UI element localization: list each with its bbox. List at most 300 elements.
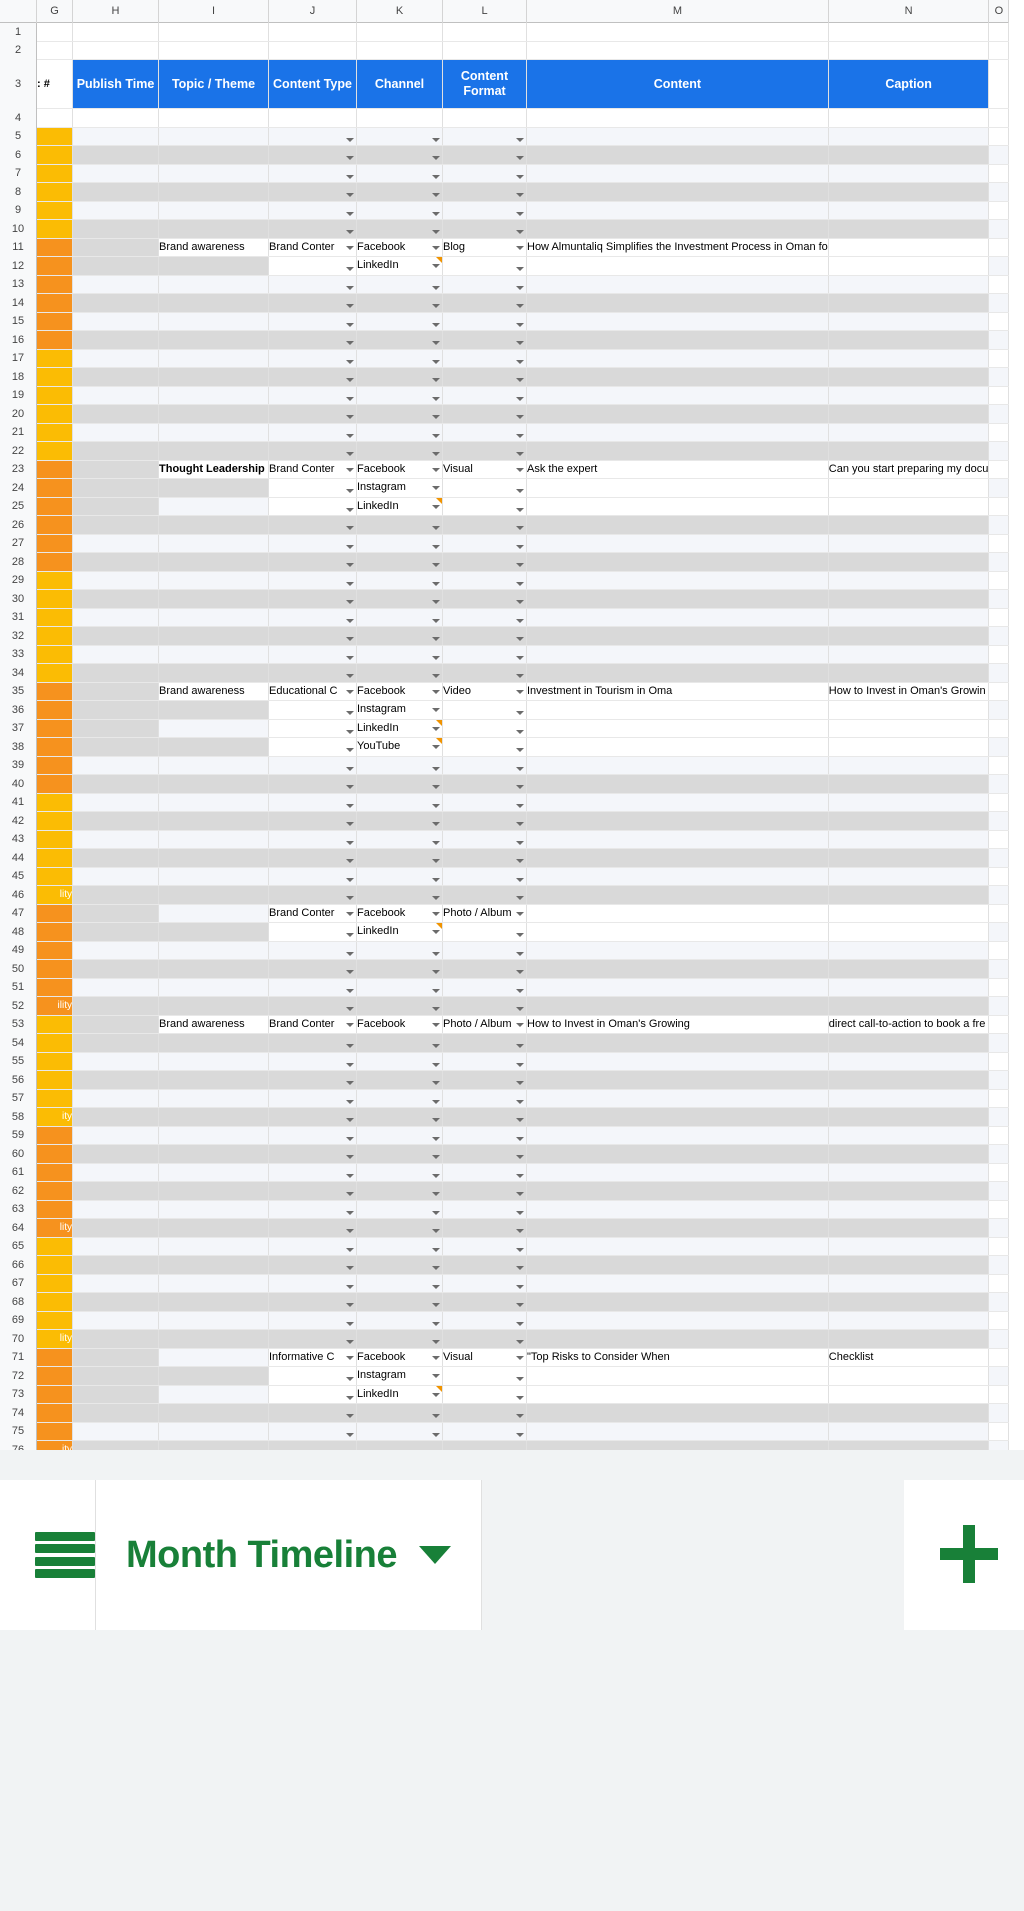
row-header-22[interactable]: 22 <box>0 442 37 461</box>
cell-content-type-44[interactable] <box>269 849 357 868</box>
cell-content-44[interactable] <box>527 849 829 868</box>
cell-caption-47[interactable] <box>828 904 989 923</box>
cell-topic-theme-5[interactable] <box>159 127 269 146</box>
cell-caption-74[interactable] <box>828 1404 989 1423</box>
cell-channel-62[interactable] <box>357 1182 443 1201</box>
cell-content-type-22[interactable] <box>269 442 357 461</box>
cell-publish-time-48[interactable] <box>73 923 159 942</box>
chevron-down-icon[interactable] <box>516 1266 524 1270</box>
cell-caption-61[interactable] <box>828 1163 989 1182</box>
chevron-down-icon[interactable] <box>346 1340 354 1344</box>
cell-caption-20[interactable] <box>828 405 989 424</box>
chevron-down-icon[interactable] <box>432 1063 440 1067</box>
row-header-32[interactable]: 32 <box>0 627 37 646</box>
cell-topic-theme-52[interactable] <box>159 997 269 1016</box>
cell-content-type-16[interactable] <box>269 331 357 350</box>
cell-channel-10[interactable] <box>357 220 443 239</box>
table-row[interactable] <box>0 1182 1009 1201</box>
table-row[interactable] <box>0 1330 1009 1349</box>
cell-caption-57[interactable] <box>828 1089 989 1108</box>
cell-publish-time-17[interactable] <box>73 349 159 368</box>
row-header-30[interactable]: 30 <box>0 590 37 609</box>
chevron-down-icon[interactable] <box>346 286 354 290</box>
cell-content-type-42[interactable] <box>269 812 357 831</box>
cell-topic-theme-43[interactable] <box>159 830 269 849</box>
cell-publish-time-31[interactable] <box>73 608 159 627</box>
cell-publish-time-22[interactable] <box>73 442 159 461</box>
chevron-down-icon[interactable] <box>516 175 524 179</box>
cell-caption-21[interactable] <box>828 423 989 442</box>
table-row[interactable] <box>0 386 1009 405</box>
cell-caption-41[interactable] <box>828 793 989 812</box>
cell-content-format-70[interactable] <box>443 1330 527 1349</box>
cell-content-type-14[interactable] <box>269 294 357 313</box>
chevron-down-icon[interactable] <box>346 1081 354 1085</box>
cell-content-type-9[interactable] <box>269 201 357 220</box>
chevron-down-icon[interactable] <box>432 1374 440 1378</box>
cell-content-format-55[interactable] <box>443 1052 527 1071</box>
chevron-down-icon[interactable] <box>432 785 440 789</box>
cell-content-type-31[interactable] <box>269 608 357 627</box>
cell-content-type-58[interactable] <box>269 1108 357 1127</box>
cell-O-41[interactable] <box>989 793 1009 812</box>
chevron-down-icon[interactable] <box>346 767 354 771</box>
chevron-down-icon[interactable] <box>432 989 440 993</box>
chevron-down-icon[interactable] <box>346 434 354 438</box>
cell-O-54[interactable] <box>989 1034 1009 1053</box>
cell-publish-time-32[interactable] <box>73 627 159 646</box>
cell-content-33[interactable] <box>527 645 829 664</box>
chevron-down-icon[interactable] <box>516 952 524 956</box>
cell-publish-time-47[interactable] <box>73 904 159 923</box>
chevron-down-icon[interactable] <box>516 1118 524 1122</box>
table-row[interactable] <box>0 201 1009 220</box>
table-row[interactable] <box>0 1293 1009 1312</box>
cell-content-37[interactable] <box>527 719 829 738</box>
cell-topic-theme-12[interactable] <box>159 257 269 276</box>
chevron-down-icon[interactable] <box>432 1248 440 1252</box>
cell-content-type-33[interactable] <box>269 645 357 664</box>
cell-channel-41[interactable] <box>357 793 443 812</box>
chevron-down-icon[interactable] <box>516 1433 524 1437</box>
cell-O-45[interactable] <box>989 867 1009 886</box>
cell-content-39[interactable] <box>527 756 829 775</box>
cell-content-format-33[interactable] <box>443 645 527 664</box>
cell-topic-theme-63[interactable] <box>159 1200 269 1219</box>
chevron-down-icon[interactable] <box>346 1100 354 1104</box>
chevron-down-icon[interactable] <box>346 785 354 789</box>
cell-empty[interactable] <box>159 109 269 128</box>
cell-topic-theme-67[interactable] <box>159 1274 269 1293</box>
cell-publish-time-8[interactable] <box>73 183 159 202</box>
cell-O-24[interactable] <box>989 479 1009 498</box>
cell-caption-31[interactable] <box>828 608 989 627</box>
cell-publish-time-33[interactable] <box>73 645 159 664</box>
cell-caption-48[interactable] <box>828 923 989 942</box>
cell-empty[interactable] <box>357 109 443 128</box>
chevron-down-icon[interactable] <box>516 1063 524 1067</box>
chevron-down-icon[interactable] <box>432 674 440 678</box>
cell-O-49[interactable] <box>989 941 1009 960</box>
row-header-37[interactable]: 37 <box>0 719 37 738</box>
cell-content-23[interactable]: Ask the expert <box>527 460 829 479</box>
cell-publish-time-41[interactable] <box>73 793 159 812</box>
cell-publish-time-12[interactable] <box>73 257 159 276</box>
chevron-down-icon[interactable] <box>346 563 354 567</box>
chevron-down-icon[interactable] <box>432 468 440 472</box>
chevron-down-icon[interactable] <box>516 526 524 530</box>
cell-topic-theme-28[interactable] <box>159 553 269 572</box>
cell-publish-time-11[interactable] <box>73 238 159 257</box>
cell-channel-32[interactable] <box>357 627 443 646</box>
cell-content-format-25[interactable] <box>443 497 527 516</box>
cell-content-53[interactable]: How to Invest in Oman's Growing <box>527 1015 829 1034</box>
table-row[interactable] <box>0 1256 1009 1275</box>
cell-publish-time-66[interactable] <box>73 1256 159 1275</box>
cell-channel-46[interactable] <box>357 886 443 905</box>
cell-content-19[interactable] <box>527 386 829 405</box>
cell-content-38[interactable] <box>527 738 829 757</box>
cell-topic-theme-26[interactable] <box>159 516 269 535</box>
cell-O-17[interactable] <box>989 349 1009 368</box>
chevron-down-icon[interactable] <box>432 859 440 863</box>
cell-empty[interactable] <box>159 41 269 60</box>
row-header-58[interactable]: 58 <box>0 1108 37 1127</box>
chevron-down-icon[interactable] <box>432 690 440 694</box>
cell-channel-25[interactable]: LinkedIn <box>357 497 443 516</box>
chevron-down-icon[interactable] <box>432 767 440 771</box>
table-row[interactable] <box>0 164 1009 183</box>
chevron-down-icon[interactable] <box>516 1303 524 1307</box>
cell-O-64[interactable] <box>989 1219 1009 1238</box>
row-header-54[interactable]: 54 <box>0 1034 37 1053</box>
table-row[interactable] <box>0 590 1009 609</box>
chevron-down-icon[interactable] <box>432 1340 440 1344</box>
table-row[interactable] <box>0 349 1009 368</box>
chevron-down-icon[interactable] <box>432 1303 440 1307</box>
cell-content-25[interactable] <box>527 497 829 516</box>
cell-topic-theme-46[interactable] <box>159 886 269 905</box>
row-header-52[interactable]: 52 <box>0 997 37 1016</box>
table-row[interactable] <box>0 756 1009 775</box>
cell-topic-theme-58[interactable] <box>159 1108 269 1127</box>
cell-publish-time-42[interactable] <box>73 812 159 831</box>
chevron-down-icon[interactable] <box>516 360 524 364</box>
chevron-down-icon[interactable] <box>432 745 440 749</box>
cell-publish-time-74[interactable] <box>73 1404 159 1423</box>
chevron-down-icon[interactable] <box>432 304 440 308</box>
cell-content-format-38[interactable] <box>443 738 527 757</box>
cell-content-format-44[interactable] <box>443 849 527 868</box>
row-header-29[interactable]: 29 <box>0 571 37 590</box>
cell-content-type-48[interactable] <box>269 923 357 942</box>
chevron-down-icon[interactable] <box>516 785 524 789</box>
column-header-N[interactable]: N <box>828 0 989 23</box>
chevron-down-icon[interactable] <box>346 822 354 826</box>
row-header-28[interactable]: 28 <box>0 553 37 572</box>
cell-caption-50[interactable] <box>828 960 989 979</box>
table-row[interactable] <box>0 1015 1009 1034</box>
cell-empty[interactable] <box>443 41 527 60</box>
table-row[interactable] <box>0 664 1009 683</box>
cell-topic-theme-13[interactable] <box>159 275 269 294</box>
cell-publish-time-67[interactable] <box>73 1274 159 1293</box>
cell-empty[interactable] <box>357 41 443 60</box>
cell-content-format-16[interactable] <box>443 331 527 350</box>
cell-topic-theme-14[interactable] <box>159 294 269 313</box>
chevron-down-icon[interactable] <box>346 1303 354 1307</box>
cell-content-60[interactable] <box>527 1145 829 1164</box>
cell-content-format-56[interactable] <box>443 1071 527 1090</box>
table-row[interactable] <box>0 516 1009 535</box>
cell-publish-time-75[interactable] <box>73 1422 159 1441</box>
chevron-down-icon[interactable] <box>516 912 524 916</box>
table-row[interactable] <box>0 608 1009 627</box>
cell-channel-61[interactable] <box>357 1163 443 1182</box>
cell-channel-21[interactable] <box>357 423 443 442</box>
table-row[interactable] <box>0 1052 1009 1071</box>
cell-publish-time-43[interactable] <box>73 830 159 849</box>
chevron-down-icon[interactable] <box>516 748 524 752</box>
cell-content-51[interactable] <box>527 978 829 997</box>
chevron-down-icon[interactable] <box>516 804 524 808</box>
cell-channel-33[interactable] <box>357 645 443 664</box>
cell-caption-39[interactable] <box>828 756 989 775</box>
cell-content-21[interactable] <box>527 423 829 442</box>
cell-empty[interactable] <box>357 23 443 42</box>
table-row[interactable] <box>0 275 1009 294</box>
chevron-down-icon[interactable] <box>432 193 440 197</box>
cell-O-44[interactable] <box>989 849 1009 868</box>
chevron-down-icon[interactable] <box>346 952 354 956</box>
cell-O-37[interactable] <box>989 719 1009 738</box>
cell-content-format-18[interactable] <box>443 368 527 387</box>
cell-publish-time-13[interactable] <box>73 275 159 294</box>
cell-caption-22[interactable] <box>828 442 989 461</box>
chevron-down-icon[interactable] <box>432 415 440 419</box>
cell-content-format-27[interactable] <box>443 534 527 553</box>
cell-content-71[interactable]: "Top Risks to Consider When <box>527 1348 829 1367</box>
cell-content-type-70[interactable] <box>269 1330 357 1349</box>
cell-content-format-41[interactable] <box>443 793 527 812</box>
cell-content-36[interactable] <box>527 701 829 720</box>
cell-content-75[interactable] <box>527 1422 829 1441</box>
cell-content-type-37[interactable] <box>269 719 357 738</box>
row-header-3[interactable]: 3 <box>0 60 37 109</box>
cell-content-format-54[interactable] <box>443 1034 527 1053</box>
cell-content-format-50[interactable] <box>443 960 527 979</box>
cell-topic-theme-75[interactable] <box>159 1422 269 1441</box>
chevron-down-icon[interactable] <box>346 841 354 845</box>
chevron-down-icon[interactable] <box>432 505 440 509</box>
cell-content-type-40[interactable] <box>269 775 357 794</box>
cell-content-17[interactable] <box>527 349 829 368</box>
chevron-down-icon[interactable] <box>346 1433 354 1437</box>
row-header-20[interactable]: 20 <box>0 405 37 424</box>
cell-content-type-75[interactable] <box>269 1422 357 1441</box>
cell-channel-12[interactable]: LinkedIn <box>357 257 443 276</box>
cell-publish-time-45[interactable] <box>73 867 159 886</box>
chevron-down-icon[interactable] <box>346 1414 354 1418</box>
table-row[interactable] <box>0 183 1009 202</box>
chevron-down-icon[interactable] <box>346 1063 354 1067</box>
chevron-down-icon[interactable] <box>516 878 524 882</box>
chevron-down-icon[interactable] <box>432 175 440 179</box>
table-row[interactable] <box>0 238 1009 257</box>
table-row[interactable] <box>0 1348 1009 1367</box>
cell-content-format-19[interactable] <box>443 386 527 405</box>
chevron-down-icon[interactable] <box>516 1023 524 1027</box>
cell-O-21[interactable] <box>989 423 1009 442</box>
cell-publish-time-9[interactable] <box>73 201 159 220</box>
cell-publish-time-63[interactable] <box>73 1200 159 1219</box>
cell-empty[interactable] <box>269 41 357 60</box>
chevron-down-icon[interactable] <box>432 1007 440 1011</box>
row-header-56[interactable]: 56 <box>0 1071 37 1090</box>
cell-content-59[interactable] <box>527 1126 829 1145</box>
cell-content-type-63[interactable] <box>269 1200 357 1219</box>
cell-channel-29[interactable] <box>357 571 443 590</box>
cell-empty[interactable] <box>269 23 357 42</box>
chevron-down-icon[interactable] <box>516 304 524 308</box>
cell-caption-8[interactable] <box>828 183 989 202</box>
cell-O-74[interactable] <box>989 1404 1009 1423</box>
chevron-down-icon[interactable] <box>432 486 440 490</box>
cell-O-12[interactable] <box>989 257 1009 276</box>
cell-topic-theme-20[interactable] <box>159 405 269 424</box>
cell-publish-time-68[interactable] <box>73 1293 159 1312</box>
chevron-down-icon[interactable] <box>346 452 354 456</box>
cell-publish-time-7[interactable] <box>73 164 159 183</box>
cell-publish-time-21[interactable] <box>73 423 159 442</box>
cell-empty[interactable] <box>73 23 159 42</box>
chevron-down-icon[interactable] <box>346 674 354 678</box>
cell-content-22[interactable] <box>527 442 829 461</box>
row-header-46[interactable]: 46 <box>0 886 37 905</box>
chevron-down-icon[interactable] <box>516 1007 524 1011</box>
cell-content-format-72[interactable] <box>443 1367 527 1386</box>
cell-publish-time-18[interactable] <box>73 368 159 387</box>
chevron-down-icon[interactable] <box>346 1356 354 1360</box>
chevron-down-icon[interactable] <box>516 822 524 826</box>
cell-caption-54[interactable] <box>828 1034 989 1053</box>
cell-publish-time-64[interactable] <box>73 1219 159 1238</box>
cell-content-format-66[interactable] <box>443 1256 527 1275</box>
cell-channel-19[interactable] <box>357 386 443 405</box>
cell-topic-theme-45[interactable] <box>159 867 269 886</box>
chevron-down-icon[interactable] <box>432 434 440 438</box>
cell-content-format-20[interactable] <box>443 405 527 424</box>
chevron-down-icon[interactable] <box>516 1248 524 1252</box>
cell-content-type-21[interactable] <box>269 423 357 442</box>
cell-caption-60[interactable] <box>828 1145 989 1164</box>
column-header-I[interactable]: I <box>159 0 269 23</box>
row-header-7[interactable]: 7 <box>0 164 37 183</box>
cell-content-type-60[interactable] <box>269 1145 357 1164</box>
cell-content-type-52[interactable] <box>269 997 357 1016</box>
table-row[interactable] <box>0 331 1009 350</box>
cell-topic-theme-66[interactable] <box>159 1256 269 1275</box>
cell-content-56[interactable] <box>527 1071 829 1090</box>
cell-O-19[interactable] <box>989 386 1009 405</box>
chevron-down-icon[interactable] <box>346 896 354 900</box>
cell-channel-43[interactable] <box>357 830 443 849</box>
cell-content-type-71[interactable]: Informative C <box>269 1348 357 1367</box>
cell-caption-40[interactable] <box>828 775 989 794</box>
cell-O-16[interactable] <box>989 331 1009 350</box>
cell-content-format-74[interactable] <box>443 1404 527 1423</box>
table-row[interactable] <box>0 1200 1009 1219</box>
row-header-23[interactable]: 23 <box>0 460 37 479</box>
cell-O-38[interactable] <box>989 738 1009 757</box>
chevron-down-icon[interactable] <box>516 933 524 937</box>
cell-publish-time-15[interactable] <box>73 312 159 331</box>
cell-content-type-46[interactable] <box>269 886 357 905</box>
cell-caption-5[interactable] <box>828 127 989 146</box>
chevron-down-icon[interactable] <box>516 397 524 401</box>
row-header-5[interactable]: 5 <box>0 127 37 146</box>
cell-channel-22[interactable] <box>357 442 443 461</box>
cell-content-type-32[interactable] <box>269 627 357 646</box>
table-row[interactable] <box>0 460 1009 479</box>
cell-O-67[interactable] <box>989 1274 1009 1293</box>
chevron-down-icon[interactable] <box>432 360 440 364</box>
cell-content-55[interactable] <box>527 1052 829 1071</box>
cell-caption-65[interactable] <box>828 1237 989 1256</box>
row-header-11[interactable]: 11 <box>0 238 37 257</box>
chevron-down-icon[interactable] <box>516 859 524 863</box>
chevron-down-icon[interactable] <box>516 138 524 142</box>
cell-publish-time-71[interactable] <box>73 1348 159 1367</box>
cell-channel-60[interactable] <box>357 1145 443 1164</box>
cell-content-24[interactable] <box>527 479 829 498</box>
chevron-down-icon[interactable] <box>346 1155 354 1159</box>
chevron-down-icon[interactable] <box>346 415 354 419</box>
chevron-down-icon[interactable] <box>516 1285 524 1289</box>
cell-channel-20[interactable] <box>357 405 443 424</box>
cell-publish-time-23[interactable] <box>73 460 159 479</box>
table-row[interactable] <box>0 368 1009 387</box>
cell-O-20[interactable] <box>989 405 1009 424</box>
cell-topic-theme-11[interactable]: Brand awareness <box>159 238 269 257</box>
cell-topic-theme-61[interactable] <box>159 1163 269 1182</box>
cell-topic-theme-24[interactable] <box>159 479 269 498</box>
row-header-39[interactable]: 39 <box>0 756 37 775</box>
cell-caption-63[interactable] <box>828 1200 989 1219</box>
row-header-2[interactable]: 2 <box>0 41 37 60</box>
cell-O-52[interactable] <box>989 997 1009 1016</box>
chevron-down-icon[interactable] <box>432 1211 440 1215</box>
row-header-6[interactable]: 6 <box>0 146 37 165</box>
cell-topic-theme-70[interactable] <box>159 1330 269 1349</box>
cell-topic-theme-55[interactable] <box>159 1052 269 1071</box>
cell-O-72[interactable] <box>989 1367 1009 1386</box>
cell-caption-67[interactable] <box>828 1274 989 1293</box>
chevron-down-icon[interactable] <box>516 674 524 678</box>
cell-content-16[interactable] <box>527 331 829 350</box>
chevron-down-icon[interactable] <box>432 656 440 660</box>
cell-content-66[interactable] <box>527 1256 829 1275</box>
cell-content-format-71[interactable]: Visual <box>443 1348 527 1367</box>
chevron-down-icon[interactable] <box>346 1396 354 1400</box>
cell-channel-38[interactable]: YouTube <box>357 738 443 757</box>
chevron-down-icon[interactable] <box>516 711 524 715</box>
cell-channel-71[interactable]: Facebook <box>357 1348 443 1367</box>
row-header-35[interactable]: 35 <box>0 682 37 701</box>
chevron-down-icon[interactable] <box>432 1229 440 1233</box>
chevron-down-icon[interactable] <box>516 690 524 694</box>
cell-channel-26[interactable] <box>357 516 443 535</box>
